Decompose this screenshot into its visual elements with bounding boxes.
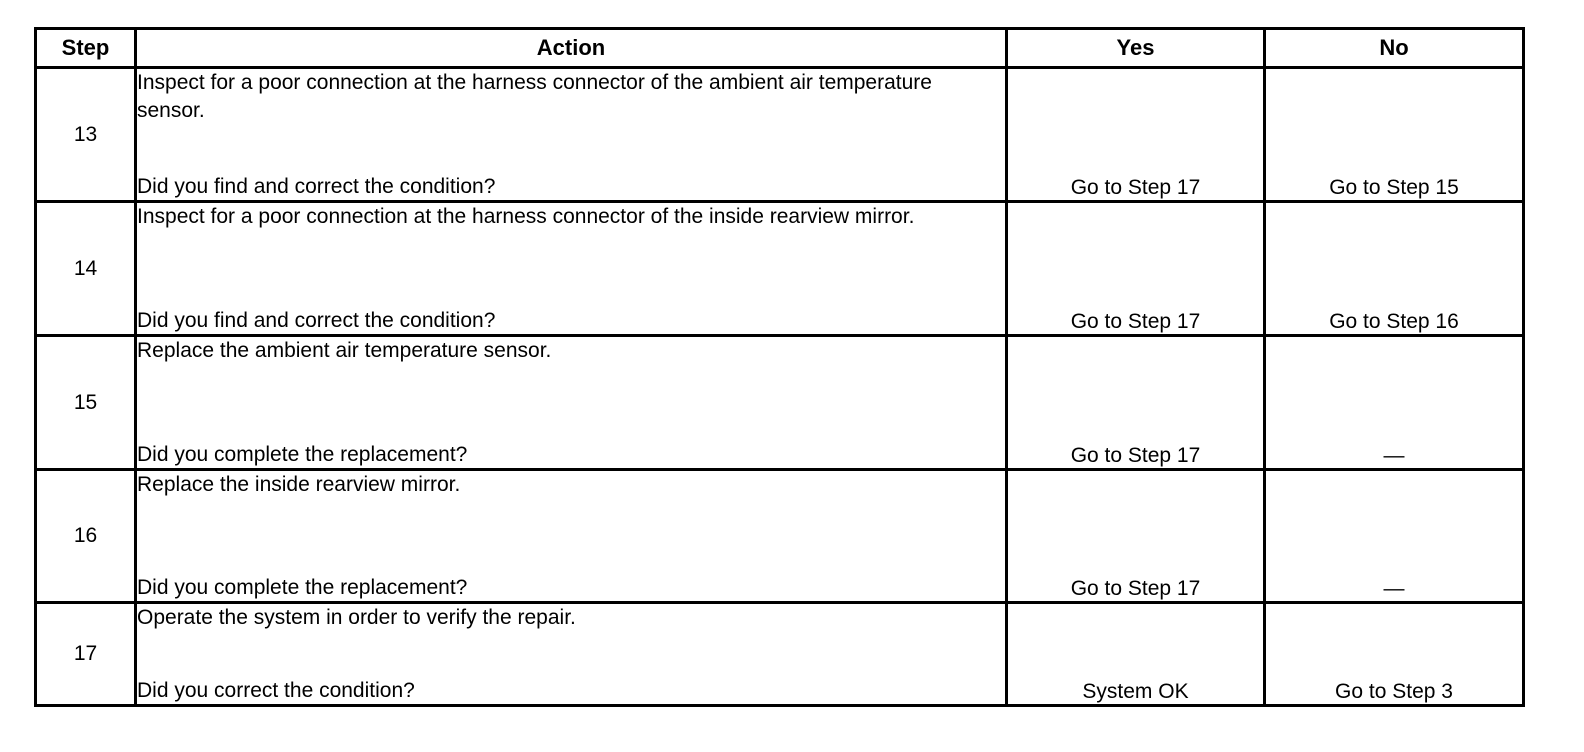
step-number: 15 [36,336,136,470]
action-instruction: Operate the system in order to verify the repair. [137,606,576,629]
step-number: 16 [36,470,136,603]
step-number: 17 [36,603,136,706]
action-instruction: Inspect for a poor connection at the harness connector of the inside rearview mirror. [137,205,915,228]
yes-result: Go to Step 17 [1007,202,1265,336]
no-result: — [1265,336,1524,470]
action-instruction: Inspect for a poor connection at the harness connector of the ambient air temperature sensor. [137,71,938,122]
header-row [36,29,1524,68]
action-question: Did you complete the replacement? [137,576,468,599]
action-question: Did you find and correct the condition? [137,309,496,332]
no-result: Go to Step 15 [1265,68,1524,202]
action-question: Did you complete the replacement? [137,443,468,466]
action-question: Did you correct the condition? [137,679,415,702]
header-step: Step [36,29,136,68]
action-cell [136,202,1007,336]
table-row [36,470,1524,603]
table-row [36,68,1524,202]
action-cell [136,68,1007,202]
yes-result: Go to Step 17 [1007,470,1265,603]
yes-result: Go to Step 17 [1007,336,1265,470]
table-row [36,336,1524,470]
diagnostic-table [34,27,1525,707]
header-action: Action [136,29,1007,68]
no-result: Go to Step 3 [1265,603,1524,706]
yes-result: System OK [1007,603,1265,706]
table-row [36,202,1524,336]
action-question: Did you find and correct the condition? [137,175,496,198]
yes-result: Go to Step 17 [1007,68,1265,202]
table-row [36,603,1524,706]
action-cell [136,603,1007,706]
no-result: Go to Step 16 [1265,202,1524,336]
action-cell [136,470,1007,603]
step-number: 14 [36,202,136,336]
header-no: No [1265,29,1524,68]
step-number: 13 [36,68,136,202]
action-instruction: Replace the ambient air temperature sensor. [137,339,552,362]
no-result: — [1265,470,1524,603]
action-instruction: Replace the inside rearview mirror. [137,473,461,496]
header-yes: Yes [1007,29,1265,68]
action-cell [136,336,1007,470]
